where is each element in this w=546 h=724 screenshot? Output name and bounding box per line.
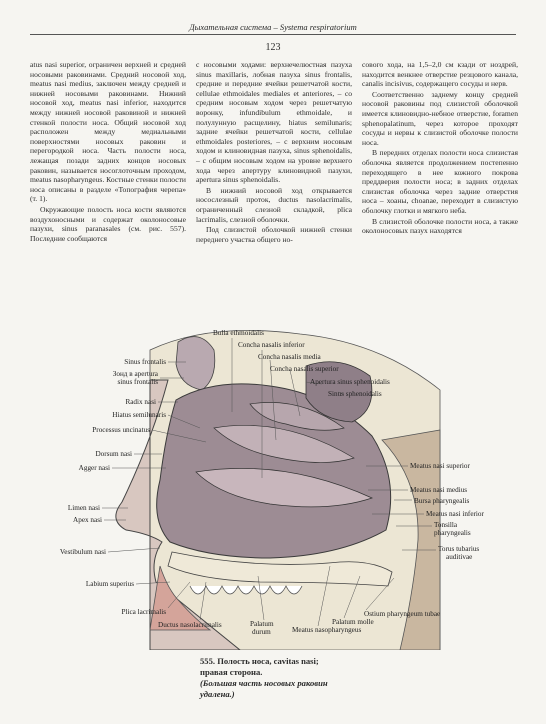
label-zond-2: sinus frontalis <box>117 378 158 386</box>
label-bulla-ethmoidalis: Bulla ethmoidalis <box>213 329 264 337</box>
label-torus-1: Torus tubarius <box>438 545 480 553</box>
label-tonsilla-2: pharyngealis <box>434 529 471 537</box>
label-ductus: Ductus nasolacrimalis <box>158 621 222 629</box>
label-palatum-durum-1: Palatum <box>250 620 274 628</box>
label-processus: Processus uncinatus <box>92 426 150 434</box>
label-apertura: Apertura sinus sphenoidalis <box>310 378 390 386</box>
label-agger: Agger nasi <box>78 464 110 472</box>
label-palatum-molle: Palatum molle <box>332 618 374 626</box>
label-limen: Limen nasi <box>67 504 100 512</box>
paragraph: atus nasi superior, ограничен верхней и средней носовыми раковинами. Средний носовой ход, meatus nasi medius, заключен между средней и нижней носовыми раковинами. Нижний носовой ход, meatus nasi inferior, находится между нижней носовой раковиной и нижней стенкой полости носа. Общий носовой ход расположен между медиальными поверхностями носовых раковин и перегородкой носа. Часть полости носа, лежащая позади задних концов носовых раковин, называется носоглоточным проходом, meatus nasopharyngeus. Костные стенки полости носа описаны в разделе «Топография черепа» (т. 1). <box>30 60 186 204</box>
label-radix-nasi: Radix nasi <box>125 398 156 406</box>
text-column-2 <box>196 60 352 245</box>
paragraph: В передних отделах полости носа слизистая оболочка является продолжением постепенно переходящего в нее кожного покрова преддверия полости носа; в задних отделах слизистая оболочка через задние отверстия носа – хоаны, choanae, переходит в слизистую оболочку глотки и мягкого неба. <box>362 148 518 215</box>
label-meatus-inferior: Meatus nasi inferior <box>426 510 484 518</box>
label-vestibulum: Vestibulum nasi <box>59 548 106 556</box>
label-hiatus: Hiatus semilunaris <box>112 411 166 419</box>
caption-line-1: 555. Полость носа, cavitas nasi; <box>200 656 319 666</box>
label-concha-superior: Concha nasalis superior <box>270 365 339 373</box>
label-zond-1: Зонд в apertura <box>112 370 158 378</box>
caption-line-3: (Большая часть носовых раковин <box>200 678 328 688</box>
paragraph: В нижний носовой ход открывается носослезный проток, ductus nasolacrimalis, ограниченный слезной складкой, plica lacrimalis, слезной оболочки. <box>196 185 352 224</box>
label-ostium: Ostium pharyngeum tubae <box>364 610 441 618</box>
text-column-1 <box>30 60 186 244</box>
label-apex: Apex nasi <box>73 516 102 524</box>
paragraph: сового хода, на 1,5–2,0 см кзади от ноздрей, находится венкнее отверстие резцового канала, canalis incisivus, содержащего сосуды и нерв. <box>362 60 518 89</box>
label-palatum-durum-2: durum <box>252 628 271 636</box>
figure-caption <box>200 656 440 700</box>
text-column-3 <box>362 60 518 237</box>
paragraph: В слизистой оболочке полости носа, а также околоносовых пазух находятся <box>362 216 518 236</box>
label-meatus-medius: Meatus nasi medius <box>410 486 468 494</box>
caption-line-4: удалена.) <box>200 689 235 699</box>
label-concha-media: Concha nasalis media <box>258 353 321 361</box>
label-bursa: Bursa pharyngealis <box>414 497 470 505</box>
label-labium: Labium superius <box>85 580 134 588</box>
anatomy-figure <box>0 320 546 650</box>
paragraph: с носовыми ходами: верхнечелюстная пазуха sinus maxillaris, лобная пазуха sinus frontalis, средние и передние ячейки решетчатой кости, cellulae ethmoidales mediales et anteriores, – со средним носовым ходом через решетчатую воронку, infundibulum ethmoidale, и полулунную расщелину, hiatus semilunaris; задние ячейки решетчатой кости, cellulae ethmoidales posteriores, – с верхним носовым ходом и клиновидная пазуха, sinus sphenoidalis, – с общим носовым ходом на уровне верхнего хода через апертуру клиновидной пазухи, apertura sinus sphenoidalis. <box>196 60 352 185</box>
label-tonsilla-1: Tonsilla <box>434 521 458 529</box>
label-torus-2: auditivae <box>446 553 473 561</box>
label-concha-inferior: Concha nasalis inferior <box>238 341 305 349</box>
label-sinus-frontalis: Sinus frontalis <box>124 358 166 366</box>
paragraph: Под слизистой оболочкой нижней стенки переднего участка общего но- <box>196 225 352 244</box>
label-sinus-sphenoidalis: Sinus sphenoidalis <box>328 390 382 398</box>
label-meatus-nasopharyngeus: Meatus nasopharyngeus <box>292 626 362 634</box>
paragraph: Соответственно заднему концу средней носовой раковины под слизистой оболочкой имеется клиновидно-небное отверстие, foramen sphenopalatinum, через которое проходят сосуды и нервы к слизистой оболочке полости носа. <box>362 89 518 147</box>
page-number: 123 <box>265 42 281 53</box>
running-header: Дыхательная система – Systema respiratorium <box>30 22 516 35</box>
label-plica: Plica lacrimalis <box>121 608 166 616</box>
caption-line-2: правая сторона. <box>200 667 263 677</box>
label-meatus-superior: Meatus nasi superior <box>410 462 470 470</box>
paragraph: Окружающие полость носа кости являются воздухоносными и содержат околоносовые пазухи, sinus paranasales (см. рис. 557). Последние сообщаются <box>30 204 186 243</box>
label-dorsum: Dorsum nasi <box>95 450 132 458</box>
